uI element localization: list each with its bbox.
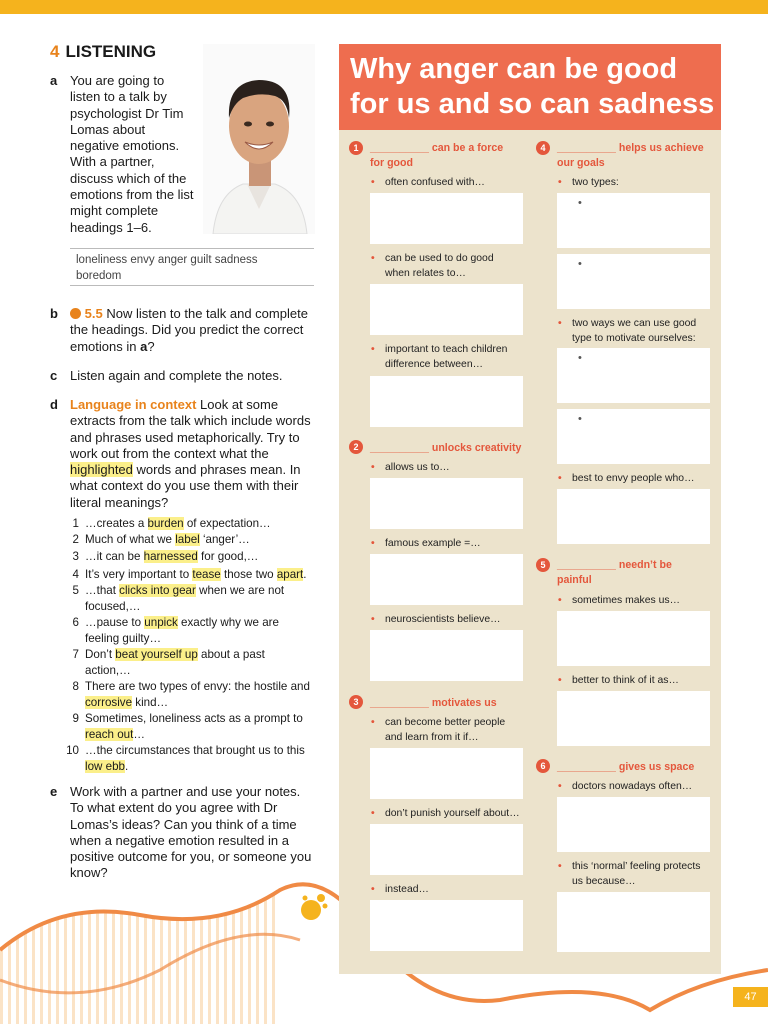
section-2-heading: __________ unlocks creativity	[370, 442, 522, 454]
extract-1: 1 …creates a burden of expectation…	[72, 517, 271, 530]
s2-bullet-1: • allows us to…	[371, 462, 450, 473]
part-b-letter: b	[50, 306, 58, 321]
section-5-number: 5	[536, 558, 550, 572]
extract-6: 6 …pause to unpick exactly why we are feeling guilty…	[72, 616, 279, 645]
s3-bullet-2: • don’t punish yourself about…	[371, 808, 520, 819]
extract-2: 2 Much of what we label ‘anger’…	[72, 533, 250, 546]
section-1-number: 1	[349, 141, 363, 155]
s4-bullet-1: • two types:	[558, 177, 619, 188]
part-e-letter: e	[50, 784, 58, 799]
answer-box[interactable]	[370, 554, 523, 605]
audio-track: 5.5	[84, 306, 103, 321]
part-c-letter: c	[50, 368, 58, 383]
speaker-photo	[203, 44, 315, 234]
emotion-word-list	[70, 248, 314, 286]
word-list-line1: loneliness envy anger guilt sadness	[76, 254, 258, 266]
answer-box[interactable]	[370, 748, 523, 799]
answer-box[interactable]	[557, 691, 710, 746]
section-6-number: 6	[536, 759, 550, 773]
answer-box[interactable]	[370, 193, 523, 244]
extract-8: 8 There are two types of envy: the hostile and corrosive kind…	[72, 680, 310, 709]
section-4-heading: __________ helps us achieve our goals	[557, 142, 704, 169]
answer-box[interactable]	[370, 824, 523, 875]
word-list-line2: boredom	[76, 270, 122, 282]
answer-box[interactable]	[370, 630, 523, 681]
s1-bullet-1: • often confused with…	[371, 177, 485, 188]
answer-box[interactable]	[557, 611, 710, 666]
s3-bullet-1: • can become better people and learn from it if…	[371, 717, 506, 743]
extract-9: 9 Sometimes, loneliness acts as a prompt to reach out…	[72, 712, 303, 741]
extract-7: 7 Don’t beat yourself up about a past action,…	[72, 648, 265, 677]
answer-box[interactable]	[557, 797, 710, 852]
part-c-text: Listen again and complete the notes.	[70, 368, 283, 383]
language-in-context-label: Language in context	[70, 397, 197, 412]
extract-3: 3 …it can be harnessed for good,…	[72, 550, 259, 563]
section-4-number: 4	[536, 141, 550, 155]
s5-bullet-2: • better to think of it as…	[558, 675, 679, 686]
answer-box[interactable]	[557, 892, 710, 952]
answer-box[interactable]: •	[557, 348, 710, 403]
section-heading: 4 LISTENING	[50, 42, 157, 61]
extract-4: 4 It’s very important to tease those two apart.	[72, 568, 307, 581]
s6-bullet-2: • this ‘normal’ feeling protects us because…	[558, 861, 701, 887]
answer-box[interactable]: •	[557, 193, 710, 248]
section-2-number: 2	[349, 440, 363, 454]
answer-box[interactable]	[370, 376, 523, 427]
s2-bullet-2: • famous example =…	[371, 538, 481, 549]
s4-bullet-2: • two ways we can use good type to motivate ourselves:	[558, 318, 697, 344]
extract-10: 10 …the circumstances that brought us to this low ebb.	[66, 744, 305, 773]
s2-bullet-3: • neuroscientists believe…	[371, 614, 501, 625]
s4-bullet-3: • best to envy people who…	[558, 473, 695, 484]
answer-box[interactable]	[370, 478, 523, 529]
answer-box[interactable]: •	[557, 409, 710, 464]
part-b-text: 5.5 Now listen to the talk and complete the headings. Did you predict the correct emotions in a?	[70, 306, 308, 354]
panel-title: Why anger can be good for us and so can sadness	[339, 44, 721, 130]
part-a-text: You are going to listen to a talk by psychologist Dr Tim Lomas about negative emotions. With a partner, discuss which of the emotions from the list might complete headings 1–6.	[70, 73, 194, 235]
section-1-heading: __________ can be a force for good	[370, 142, 504, 169]
extract-5: 5 …that clicks into gear when we are not focused,…	[72, 584, 285, 613]
part-d-text: Language in context Look at some extracts from the talk which include words and phrases used metaphorically. Try to work out from the context what the highlighted words and phrases mean. In what context do you use them with their literal meanings?	[70, 397, 311, 510]
answer-box[interactable]	[557, 489, 710, 544]
part-a-letter: a	[50, 73, 58, 88]
s6-bullet-1: • doctors nowadays often…	[558, 781, 693, 792]
s1-bullet-3: • important to teach children difference between…	[371, 344, 508, 370]
splash-icon	[297, 892, 329, 922]
answer-box[interactable]: •	[557, 254, 710, 309]
page-number: 47	[733, 987, 768, 1007]
s3-bullet-3: • instead…	[371, 884, 429, 895]
part-e-text: Work with a partner and use your notes. To what extent do you agree with Dr Lomas’s ideas? Can you think of a time when a negative emotion resulted in a positive outcome for you, or someone you know?	[70, 784, 312, 881]
s1-bullet-2: • can be used to do good when relates to…	[371, 253, 494, 279]
audio-icon[interactable]	[70, 308, 81, 319]
top-bar	[0, 0, 768, 14]
answer-box[interactable]	[370, 284, 523, 335]
section-6-heading: __________ gives us space	[557, 761, 695, 773]
part-d-letter: d	[50, 397, 58, 412]
section-5-heading: __________ needn’t be painful	[557, 559, 672, 586]
section-3-number: 3	[349, 695, 363, 709]
answer-box[interactable]	[370, 900, 523, 951]
s5-bullet-1: • sometimes makes us…	[558, 595, 680, 606]
section-3-heading: __________ motivates us	[370, 697, 497, 709]
